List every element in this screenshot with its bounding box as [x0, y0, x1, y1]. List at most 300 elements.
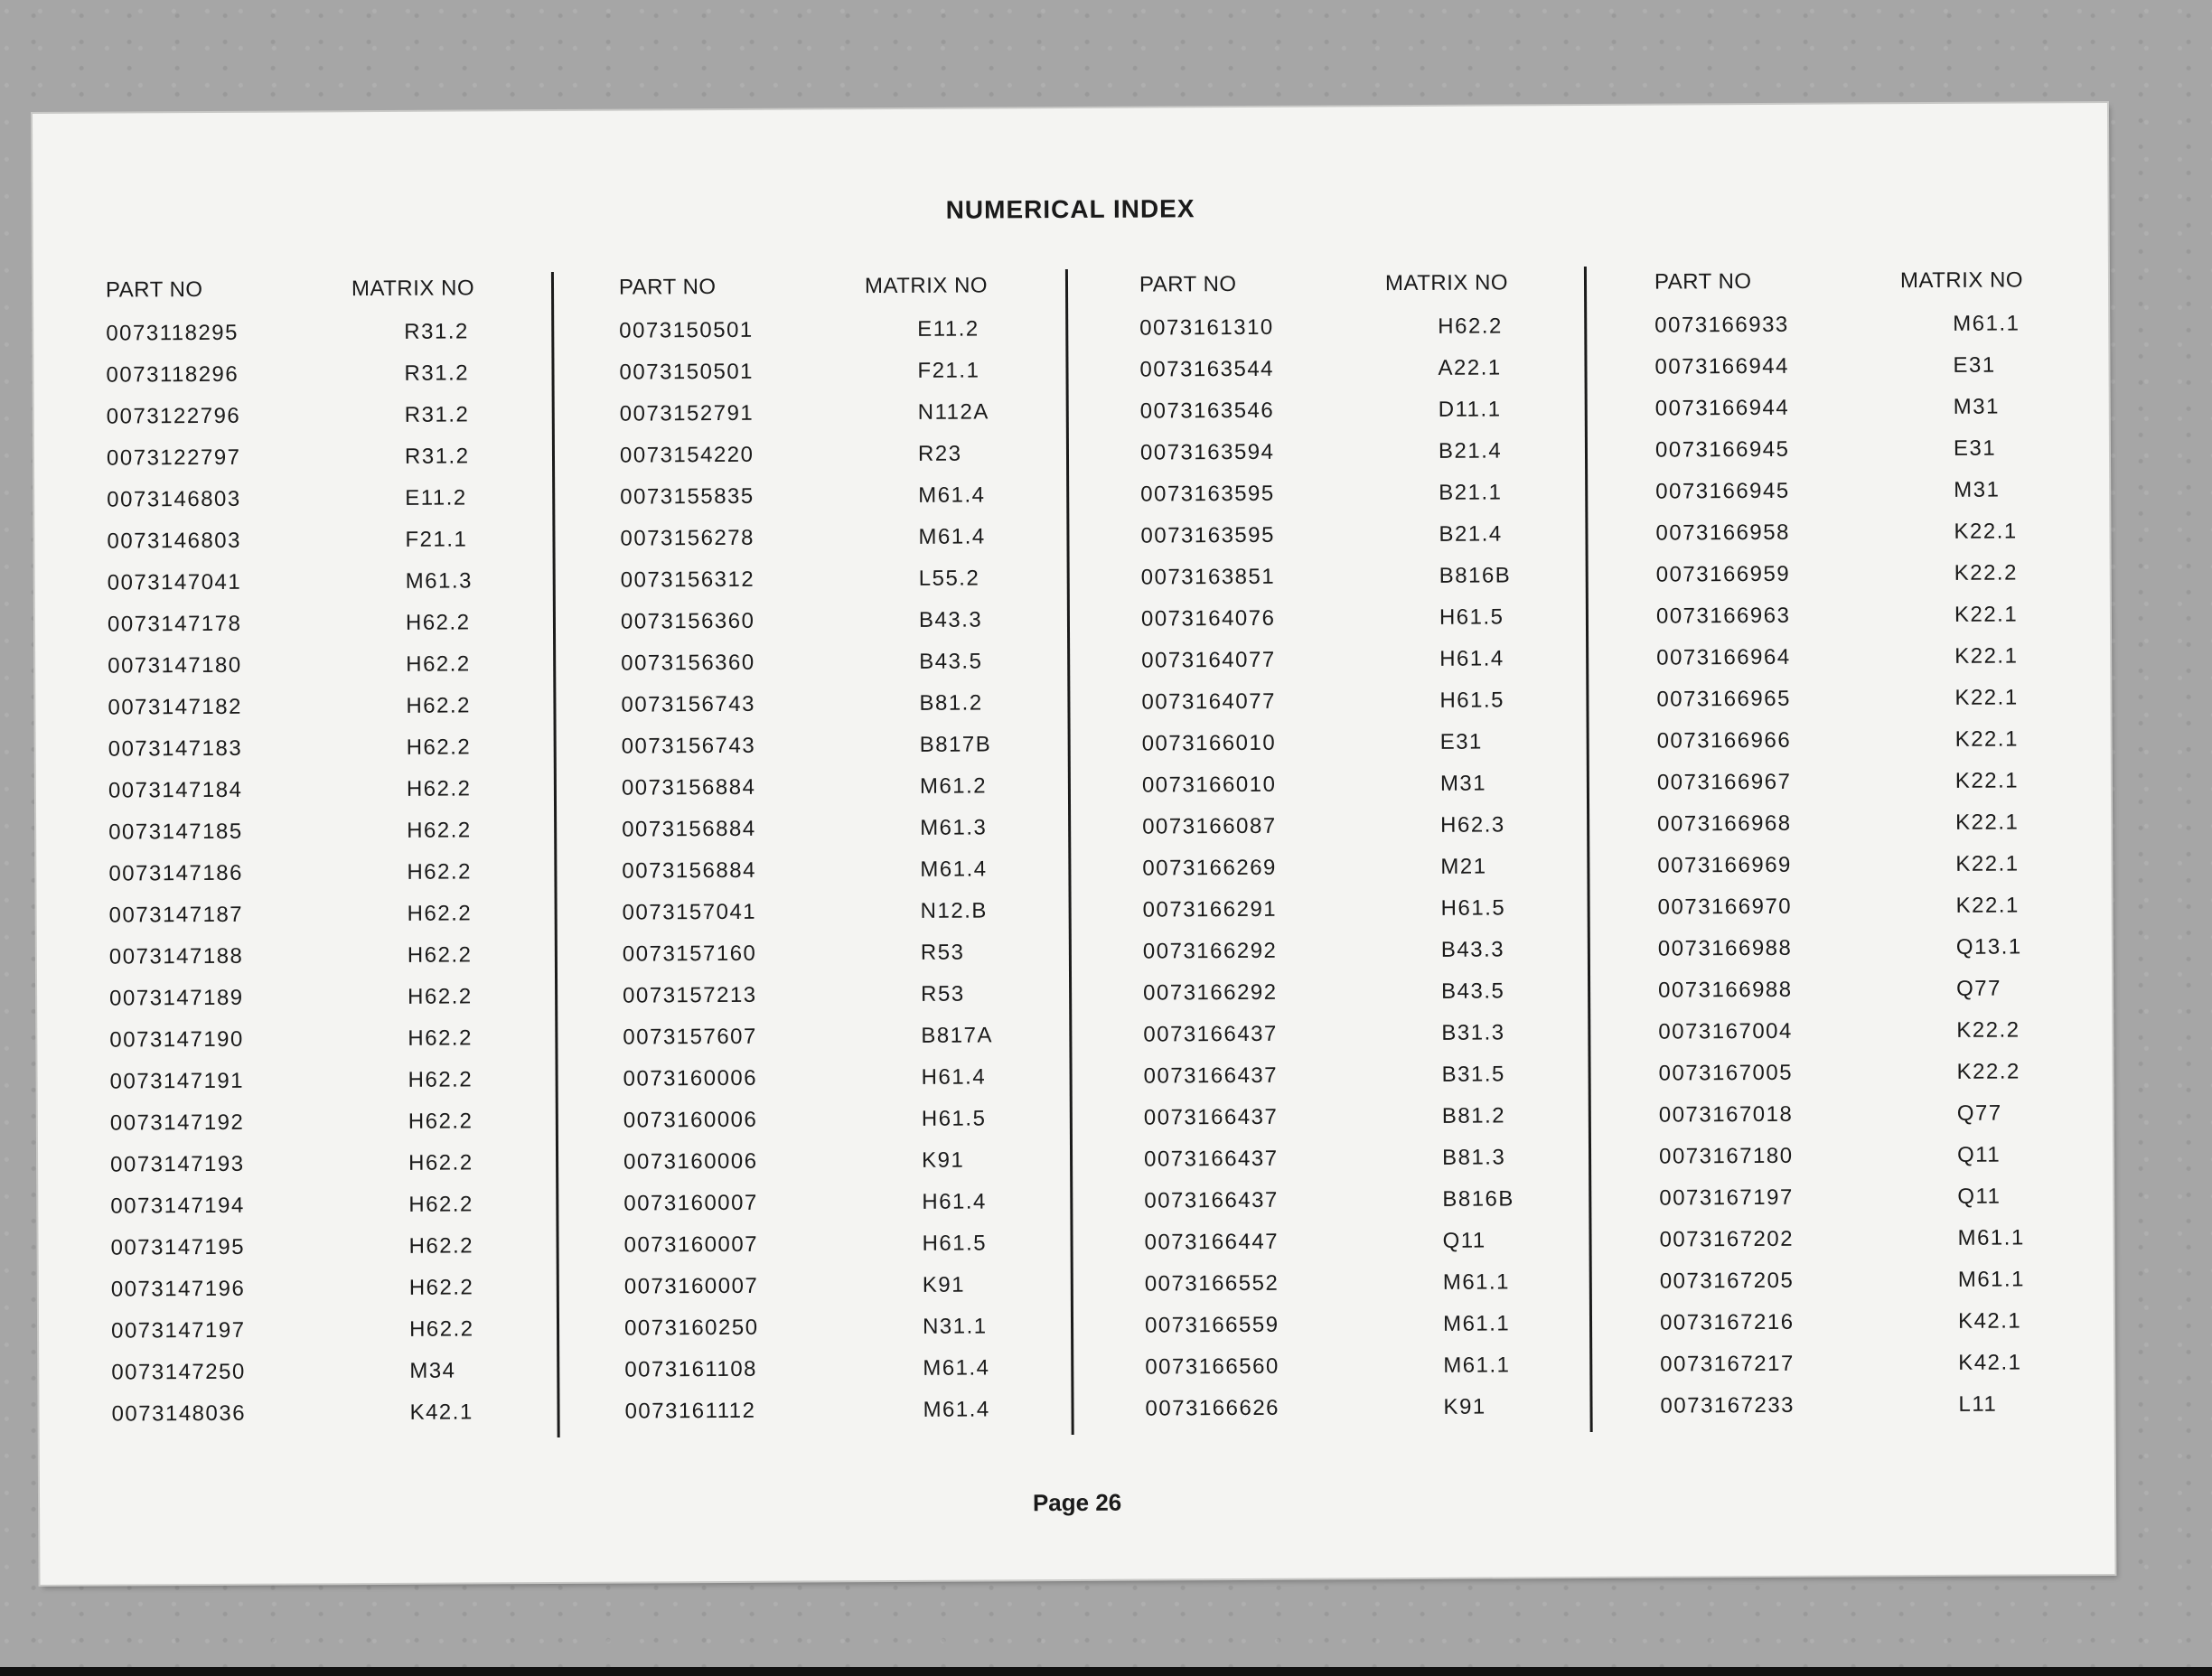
matrix-number: K22.1	[1955, 893, 2020, 918]
table-row	[1656, 685, 2108, 729]
table-row	[1660, 1391, 2112, 1436]
part-number: 0073155835	[620, 483, 755, 510]
matrix-number: H62.2	[408, 1192, 473, 1217]
part-number: 0073166010	[1141, 730, 1277, 756]
part-number: 0073154220	[619, 442, 755, 468]
matrix-number: N12.B	[920, 898, 988, 923]
matrix-number: D11.1	[1438, 397, 1502, 422]
index-column-1	[105, 265, 558, 1427]
part-number: 0073167004	[1658, 1018, 1793, 1044]
table-row	[107, 527, 558, 571]
matrix-number: M61.4	[918, 482, 986, 508]
part-number: 0073156884	[621, 774, 756, 801]
table-row	[1144, 1062, 1596, 1106]
table-row	[107, 444, 558, 488]
table-row	[621, 566, 1073, 610]
part-number: 0073156884	[622, 857, 756, 884]
table-row	[111, 1400, 563, 1444]
matrix-number: B43.3	[918, 607, 983, 632]
part-number: 0073163544	[1139, 356, 1275, 382]
matrix-number: B81.2	[1441, 1103, 1506, 1128]
table-row	[1140, 397, 1592, 441]
matrix-number: H62.3	[1440, 812, 1505, 838]
matrix-number: E31	[1953, 352, 1996, 378]
table-row	[623, 981, 1074, 1025]
table-row	[620, 482, 1072, 527]
part-number: 0073156312	[620, 566, 755, 593]
part-number: 0073118296	[106, 361, 239, 388]
part-number: 0073166988	[1657, 935, 1793, 961]
matrix-number: H62.2	[408, 984, 473, 1009]
matrix-number: M61.2	[919, 773, 988, 799]
part-number: 0073166269	[1142, 855, 1277, 881]
table-row	[106, 360, 558, 405]
matrix-number: B21.4	[1438, 438, 1503, 463]
table-row	[623, 1189, 1075, 1233]
part-number: 0073157041	[622, 899, 757, 925]
matrix-number: B81.2	[919, 690, 983, 716]
part-number: 0073167018	[1658, 1101, 1794, 1128]
matrix-number: H61.5	[921, 1106, 987, 1131]
table-row	[1145, 1269, 1597, 1314]
matrix-number: Q11	[1957, 1184, 2001, 1209]
matrix-number: E31	[1439, 729, 1483, 754]
matrix-number: Q13.1	[1955, 934, 2022, 960]
part-number: 0073166988	[1658, 977, 1793, 1003]
table-row	[109, 984, 561, 1028]
matrix-no-header: MATRIX NO	[864, 273, 989, 299]
table-row	[110, 1109, 562, 1153]
part-number: 0073163546	[1139, 398, 1275, 424]
table-row	[1657, 726, 2109, 771]
part-number: 0073166944	[1654, 353, 1790, 379]
matrix-number: Q11	[1442, 1228, 1486, 1253]
table-row	[1657, 810, 2109, 854]
table-row	[620, 441, 1072, 485]
page-title: NUMERICAL INDEX	[945, 194, 1195, 224]
matrix-number: K22.2	[1956, 1059, 2020, 1084]
table-row	[624, 1397, 1076, 1441]
table-row	[1657, 851, 2109, 895]
part-number: 0073166552	[1144, 1270, 1279, 1297]
part-number: 0073160007	[623, 1273, 759, 1299]
part-number: 0073147041	[107, 569, 242, 595]
matrix-number: K22.1	[1954, 726, 2019, 752]
table-row	[1654, 311, 2106, 355]
part-number: 0073164077	[1141, 688, 1276, 715]
matrix-number: H61.5	[1439, 688, 1505, 713]
table-row	[624, 1355, 1076, 1400]
matrix-number: M61.1	[1957, 1225, 2025, 1250]
table-row	[1658, 893, 2110, 937]
table-row	[1143, 895, 1595, 940]
table-row	[620, 399, 1072, 444]
matrix-number: K22.2	[1956, 1017, 2020, 1043]
index-rows	[1139, 314, 1597, 1438]
matrix-number: H62.2	[408, 1025, 473, 1051]
table-row	[1655, 519, 2107, 563]
table-row	[1655, 435, 2107, 480]
table-row	[621, 649, 1073, 693]
part-number: 0073166963	[1655, 603, 1791, 629]
part-number: 0073160006	[623, 1148, 758, 1175]
table-row	[1143, 1020, 1595, 1064]
table-row	[109, 942, 561, 987]
matrix-number: H62.2	[408, 1233, 474, 1259]
table-row	[624, 1314, 1076, 1358]
part-number: 0073147250	[111, 1359, 246, 1385]
table-row	[1143, 978, 1595, 1023]
matrix-number: B43.5	[919, 649, 983, 674]
table-row	[1145, 1311, 1597, 1355]
part-number: 0073160250	[623, 1315, 759, 1341]
matrix-number: H62.2	[405, 610, 471, 635]
table-row	[110, 1067, 562, 1111]
table-row	[108, 776, 560, 820]
table-row	[623, 1064, 1075, 1109]
matrix-number: H62.2	[407, 942, 473, 968]
table-row	[1659, 1184, 2111, 1228]
table-row	[1660, 1267, 2112, 1311]
matrix-number: K91	[922, 1272, 966, 1297]
part-number: 0073157213	[623, 982, 757, 1008]
matrix-number: K91	[922, 1147, 965, 1173]
table-row	[1140, 480, 1592, 524]
matrix-number: H61.4	[921, 1064, 987, 1090]
table-row	[111, 1275, 563, 1319]
matrix-number: M21	[1440, 854, 1487, 879]
part-number: 0073156743	[621, 691, 755, 717]
table-row	[109, 1025, 561, 1070]
table-row	[1658, 976, 2110, 1020]
table-row	[1659, 1059, 2111, 1103]
part-number: 0073166087	[1142, 813, 1277, 839]
part-number: 0073166966	[1656, 727, 1792, 754]
part-number: 0073146803	[107, 486, 241, 512]
part-number: 0073166560	[1145, 1353, 1279, 1380]
part-number: 0073147192	[109, 1110, 245, 1136]
matrix-number: R31.2	[404, 402, 470, 427]
matrix-number: H61.4	[1439, 646, 1504, 671]
table-row	[623, 898, 1074, 942]
part-number: 0073161310	[1139, 314, 1274, 341]
table-row	[106, 319, 558, 363]
part-number: 0073164076	[1140, 605, 1276, 632]
part-number: 0073147182	[108, 694, 242, 720]
part-number: 0073160007	[623, 1231, 759, 1258]
matrix-number: L11	[1958, 1391, 1998, 1417]
matrix-number: R23	[917, 441, 962, 466]
matrix-number: H62.2	[407, 859, 473, 885]
table-row	[623, 1147, 1075, 1192]
matrix-number: B31.3	[1441, 1020, 1505, 1045]
matrix-number: E11.2	[917, 316, 979, 342]
table-row	[108, 693, 559, 737]
matrix-no-header: MATRIX NO	[1384, 270, 1509, 296]
table-row	[1141, 604, 1593, 649]
table-row	[110, 1192, 562, 1236]
index-column-3	[1139, 259, 1591, 1421]
table-row	[623, 940, 1074, 984]
table-row	[1142, 854, 1594, 898]
matrix-number: B43.5	[1441, 978, 1505, 1004]
matrix-number: M34	[409, 1358, 456, 1383]
table-row	[110, 1150, 562, 1194]
part-number: 0073167233	[1660, 1392, 1795, 1419]
matrix-number: H61.4	[922, 1189, 987, 1214]
matrix-number: A22.1	[1438, 355, 1502, 380]
table-row	[1144, 1145, 1596, 1189]
part-number: 0073166626	[1145, 1395, 1280, 1421]
table-row	[1144, 1228, 1596, 1272]
matrix-number: H62.2	[407, 901, 473, 926]
table-row	[1141, 688, 1593, 732]
matrix-number: K22.1	[1955, 851, 2020, 876]
table-row	[108, 610, 559, 654]
matrix-number: M31	[1953, 394, 2000, 419]
part-number: 0073164077	[1141, 647, 1276, 673]
part-number: 0073167197	[1659, 1184, 1794, 1211]
matrix-number: H62.2	[408, 1150, 473, 1175]
matrix-number: Q11	[1956, 1142, 2001, 1167]
table-row	[1655, 394, 2107, 438]
matrix-number: K42.1	[1957, 1308, 2022, 1334]
matrix-number: R53	[920, 940, 965, 965]
table-row	[1660, 1308, 2112, 1353]
part-number: 0073156278	[620, 525, 755, 551]
part-number: 0073166437	[1144, 1187, 1279, 1213]
part-number: 0073122796	[106, 403, 241, 429]
part-number: 0073163595	[1140, 522, 1276, 548]
part-number: 0073147186	[108, 860, 243, 886]
matrix-number: M61.1	[1953, 311, 2020, 336]
table-row	[1659, 1100, 2111, 1145]
part-no-header: PART NO	[1139, 272, 1237, 297]
part-number: 0073147185	[108, 819, 243, 845]
matrix-number: B21.4	[1439, 521, 1503, 547]
matrix-number: M61.3	[920, 815, 988, 840]
table-row	[622, 857, 1073, 901]
table-row	[619, 316, 1071, 360]
table-row	[1141, 563, 1593, 607]
matrix-number: F21.1	[917, 358, 980, 383]
table-row	[1142, 812, 1594, 857]
table-row	[107, 402, 558, 446]
matrix-number: H61.5	[1440, 895, 1506, 921]
part-number: 0073150501	[619, 317, 754, 343]
table-row	[1656, 602, 2108, 646]
part-number: 0073166945	[1654, 436, 1790, 463]
part-number: 0073166437	[1144, 1146, 1279, 1172]
table-row	[623, 1231, 1075, 1275]
table-row	[623, 1023, 1074, 1067]
matrix-number: M61.4	[920, 857, 988, 882]
table-row	[1654, 352, 2106, 397]
index-page	[33, 103, 2114, 1585]
part-number: 0073166945	[1655, 478, 1790, 504]
matrix-number: K22.2	[1954, 560, 2018, 585]
part-number: 0073122797	[106, 445, 241, 471]
part-number: 0073166291	[1142, 896, 1278, 922]
table-row	[111, 1358, 563, 1402]
matrix-number: M61.1	[1442, 1311, 1511, 1336]
matrix-number: M61.4	[923, 1355, 990, 1381]
matrix-number: E31	[1953, 435, 1997, 461]
matrix-number: L55.2	[918, 566, 980, 591]
matrix-number: H62.2	[408, 1109, 473, 1134]
matrix-number: H61.5	[922, 1231, 988, 1256]
part-number: 0073146803	[107, 528, 242, 554]
part-number: 0073147183	[108, 735, 243, 762]
matrix-number: R31.2	[404, 360, 470, 386]
matrix-number: H62.2	[406, 651, 471, 677]
part-number: 0073160006	[623, 1107, 758, 1133]
matrix-number: E11.2	[405, 485, 467, 510]
matrix-number: B817B	[919, 732, 992, 757]
part-number: 0073166933	[1654, 312, 1789, 338]
matrix-number: B817A	[921, 1023, 993, 1048]
part-number: 0073147190	[109, 1026, 244, 1053]
matrix-number: B21.1	[1439, 480, 1503, 505]
matrix-no-header: MATRIX NO	[351, 276, 475, 302]
table-row	[107, 485, 558, 529]
matrix-number: R53	[921, 981, 965, 1007]
table-row	[1145, 1353, 1597, 1397]
table-row	[1141, 646, 1593, 690]
table-row	[108, 859, 560, 904]
part-number: 0073147180	[108, 652, 242, 679]
index-column-2	[618, 262, 1071, 1424]
part-number: 0073163851	[1140, 564, 1276, 590]
part-number: 0073167216	[1659, 1309, 1795, 1335]
part-number: 0073150501	[619, 359, 755, 385]
matrix-number: K42.1	[1958, 1350, 2022, 1375]
part-number: 0073166437	[1143, 1021, 1278, 1047]
matrix-number: F21.1	[405, 527, 468, 552]
part-no-header: PART NO	[1654, 269, 1752, 295]
part-number: 0073147191	[109, 1068, 245, 1094]
matrix-number: H62.2	[406, 776, 472, 801]
part-number: 0073147178	[107, 611, 242, 637]
part-number: 0073167202	[1659, 1226, 1795, 1252]
table-row	[1656, 560, 2108, 604]
matrix-number: B816B	[1442, 1186, 1514, 1212]
table-row	[108, 651, 559, 696]
table-row	[1658, 1017, 2110, 1062]
part-number: 0073166969	[1657, 852, 1792, 878]
part-number: 0073167005	[1658, 1060, 1794, 1086]
part-number: 0073166559	[1144, 1312, 1279, 1338]
table-row	[1140, 521, 1592, 566]
part-number: 0073148036	[111, 1400, 247, 1427]
matrix-number: K42.1	[409, 1400, 473, 1425]
part-number: 0073160007	[623, 1190, 758, 1216]
matrix-number: H62.2	[406, 693, 472, 718]
table-row	[1660, 1350, 2112, 1394]
matrix-number: M61.4	[918, 524, 986, 549]
matrix-number: H62.2	[407, 818, 472, 843]
part-number: 0073166970	[1657, 894, 1793, 920]
table-row	[1145, 1394, 1597, 1438]
table-row	[1142, 729, 1594, 773]
part-number: 0073147184	[108, 777, 243, 803]
part-number: 0073147193	[110, 1151, 245, 1177]
table-row	[1143, 937, 1595, 981]
table-row	[622, 773, 1073, 818]
table-row	[623, 1106, 1075, 1150]
part-number: 0073166437	[1143, 1104, 1279, 1130]
part-number: 0073166292	[1143, 979, 1278, 1006]
part-number: 0073166964	[1656, 644, 1791, 670]
matrix-number: K22.1	[1954, 519, 2018, 544]
part-number: 0073147187	[108, 902, 244, 928]
table-row	[1659, 1142, 2111, 1186]
matrix-number: N31.1	[922, 1314, 988, 1339]
table-row	[1144, 1186, 1596, 1231]
part-number: 0073163594	[1139, 439, 1275, 465]
part-number: 0073167205	[1659, 1268, 1795, 1294]
table-row	[108, 735, 560, 779]
matrix-number: K22.1	[1954, 685, 2019, 710]
matrix-number: H62.2	[406, 735, 472, 760]
table-row	[1139, 355, 1591, 399]
table-row	[1656, 643, 2108, 688]
table-row	[111, 1316, 563, 1361]
table-row	[1142, 771, 1594, 815]
part-number: 0073167180	[1658, 1143, 1794, 1169]
index-rows	[106, 319, 563, 1444]
matrix-number: M61.1	[1442, 1269, 1511, 1295]
matrix-number: Q77	[1956, 1100, 2002, 1126]
table-row	[624, 1272, 1076, 1316]
part-number: 0073166437	[1143, 1063, 1279, 1089]
part-number: 0073156743	[621, 733, 756, 759]
index-rows	[619, 316, 1076, 1441]
part-number: 0073156360	[621, 650, 755, 676]
part-number: 0073147189	[109, 985, 244, 1011]
matrix-number: M31	[1439, 771, 1487, 796]
table-row	[108, 818, 560, 862]
scan-bottom-edge	[0, 1667, 2212, 1676]
part-number: 0073157607	[623, 1024, 757, 1050]
matrix-number: K22.1	[1955, 810, 2020, 835]
matrix-no-header: MATRIX NO	[1899, 267, 2024, 294]
table-row	[109, 901, 561, 945]
column-header	[106, 265, 558, 304]
part-number: 0073167217	[1660, 1351, 1795, 1377]
part-number: 0073147195	[110, 1234, 246, 1260]
part-number: 0073166010	[1141, 772, 1277, 798]
matrix-number: H62.2	[408, 1316, 474, 1342]
matrix-number: H62.2	[408, 1275, 474, 1300]
table-row	[622, 815, 1073, 859]
column-header	[1654, 257, 2106, 295]
matrix-number: K22.1	[1954, 643, 2019, 669]
part-number: 0073166968	[1657, 810, 1792, 837]
part-number: 0073147194	[110, 1193, 245, 1219]
matrix-number: B31.5	[1441, 1062, 1505, 1087]
part-no-header: PART NO	[618, 275, 717, 300]
part-number: 0073166967	[1656, 769, 1792, 795]
part-number: 0073118295	[106, 320, 239, 346]
table-row	[1658, 934, 2110, 978]
matrix-number: M31	[1954, 477, 2001, 502]
part-number: 0073166447	[1144, 1229, 1279, 1255]
part-number: 0073147196	[110, 1276, 246, 1302]
part-number: 0073157160	[622, 941, 757, 967]
table-row	[1144, 1103, 1596, 1147]
part-no-header: PART NO	[105, 277, 203, 303]
